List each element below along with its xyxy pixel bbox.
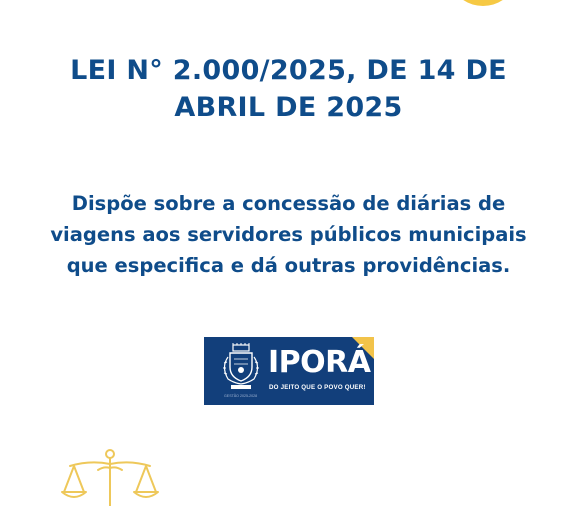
municipal-crest-icon: [218, 343, 264, 393]
logo-name: IPORÁ: [268, 345, 371, 380]
decorative-circle: [456, 0, 510, 6]
law-summary: [20, 188, 557, 281]
law-summary-line2: viagens aos servidores públicos municipais: [50, 223, 527, 246]
scale-of-justice-icon: [58, 446, 162, 506]
law-title-line1: LEI N° 2.000/2025, DE 14 DE: [70, 55, 507, 86]
ipora-logo: [204, 337, 374, 405]
law-summary-line1: Dispõe sobre a concessão de diárias de: [71, 192, 506, 215]
logo-slogan: DO JEITO QUE O POVO QUER!: [269, 384, 366, 391]
logo-gestao: GESTÃO 2025-2028: [224, 394, 258, 398]
law-title: [0, 52, 577, 126]
law-summary-line3: que especifica e dá outras providências.: [66, 254, 511, 277]
law-title-line2: ABRIL DE 2025: [174, 92, 403, 123]
